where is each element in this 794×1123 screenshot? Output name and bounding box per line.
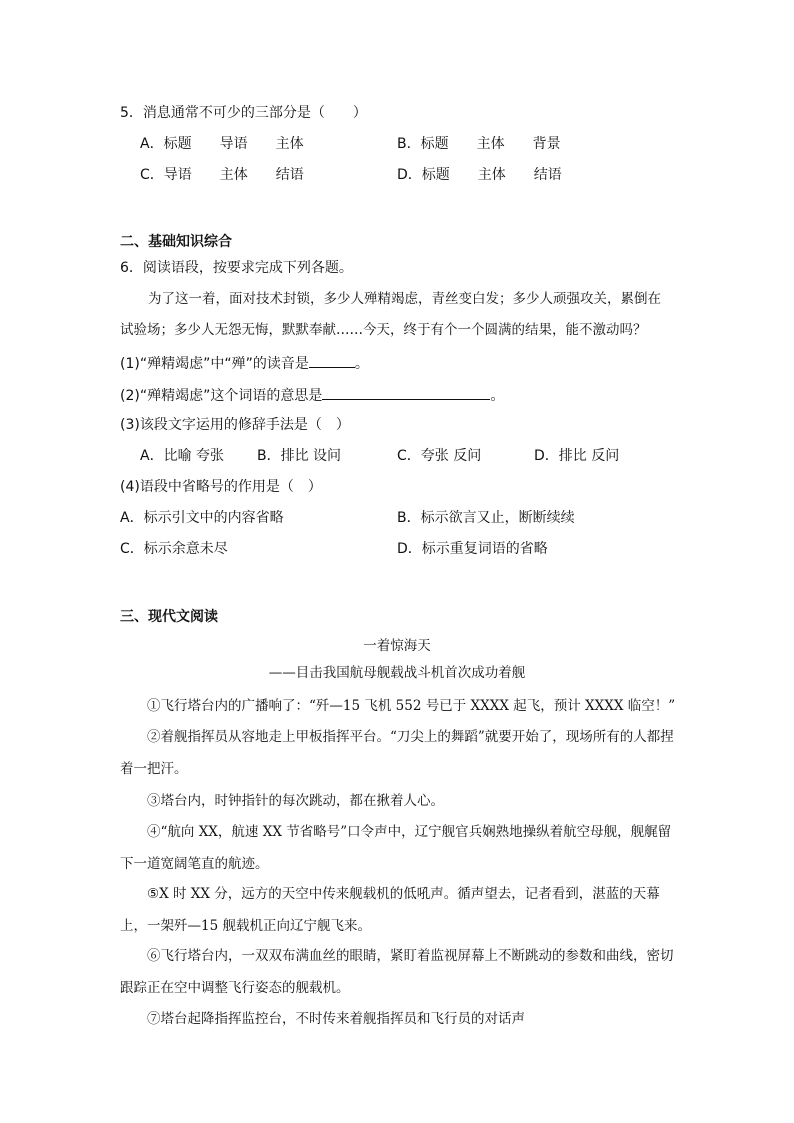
q5-option-a: A．标题 导语 主体 — [140, 136, 304, 152]
passage-line-2: 试验场；多少人无怨无悔，默默奉献……今天，终于有个一个圆满的结果，能不激动吗？ — [120, 322, 647, 338]
article-paragraph-7: ⑦塔台起降指挥监控台，不时传来着舰指挥员和飞行员的对话声 — [147, 1011, 525, 1027]
sub-question-3: (3)该段文字运用的修辞手法是（ ） — [120, 417, 350, 433]
answer-blank-2[interactable] — [322, 385, 490, 400]
sub3-option-d: D．排比 反问 — [534, 448, 620, 464]
article-paragraph-6: ⑥飞行塔台内，一双双布满血丝的眼睛，紧盯着监视屏幕上不断跳动的参数和曲线，密切跟踪正在空中调整飞行姿态的舰载机。 — [120, 948, 674, 996]
sub4-option-a: A．标示引文中的内容省略 — [120, 510, 284, 526]
sub1-suffix: 。 — [354, 356, 369, 372]
sub3-option-a: A．比喻 夸张 — [140, 448, 225, 464]
sub4-option-b: B．标示欲言又止，断断续续 — [397, 510, 575, 526]
q5-stem: 5．消息通常不可少的三部分是（ ） — [120, 105, 367, 121]
section2-heading: 二、基础知识综合 — [120, 234, 232, 250]
article-paragraph-5: ⑤X 时 XX 分，远方的天空中传来舰载机的低吼声。循声望去，记者看到，湛蓝的天幕上，一架歼—15 舰载机正向辽宁舰飞来。 — [120, 886, 660, 934]
q5-option-c: C．导语 主体 结语 — [140, 167, 304, 183]
passage-line-1: 为了这一着，面对技术封锁，多少人殚精竭虑，青丝变白发；多少人顽强攻关，累倒在 — [148, 291, 661, 307]
sub3-option-b: B．排比 设问 — [257, 448, 342, 464]
q5-option-d: D．标题 主体 结语 — [397, 167, 562, 183]
sub-question-4: (4)语段中省略号的作用是（ ） — [120, 479, 322, 495]
article-subtitle: ——目击我国航母舰载战斗机首次成功着舰 — [268, 665, 526, 681]
section3-heading: 三、现代文阅读 — [120, 609, 218, 625]
article-paragraph-4: ④“航向 XX，航速 XX 节省略号”口令声中，辽宁舰官兵娴熟地操纵着航空母舰，舰艉留下一道宽阔笔直的航迹。 — [120, 824, 672, 872]
sub3-option-c: C．夸张 反问 — [397, 448, 482, 464]
q6-stem: 6．阅读语段，按要求完成下列各题。 — [120, 260, 353, 276]
q5-option-b: B．标题 主体 背景 — [397, 136, 561, 152]
sub4-option-d: D．标示重复词语的省略 — [397, 541, 548, 557]
article-paragraph-2: ②着舰指挥员从容地走上甲板指挥平台。“刀尖上的舞蹈”就要开始了，现场所有的人都捏着一把汗。 — [120, 729, 674, 777]
sub-question-1 — [120, 353, 369, 373]
sub-question-2 — [120, 385, 504, 405]
sub2-suffix: 。 — [490, 388, 505, 404]
sub4-option-c: C．标示余意未尽 — [120, 541, 228, 557]
article-title: 一着惊海天 — [363, 638, 431, 654]
article-paragraph-1: ①飞行塔台内的广播响了：“歼—15 飞机 552 号已于 XXXX 起飞，预计 XXXX 临空！” — [147, 698, 676, 714]
sub1-prefix: (1)“殚精竭虑”中“殚”的读音是 — [120, 356, 309, 372]
answer-blank-1[interactable] — [309, 353, 355, 368]
article-paragraph-3: ③塔台内，时钟指针的每次跳动，都在揪着人心。 — [147, 793, 444, 809]
sub2-prefix: (2)“殚精竭虑”这个词语的意思是 — [120, 388, 323, 404]
